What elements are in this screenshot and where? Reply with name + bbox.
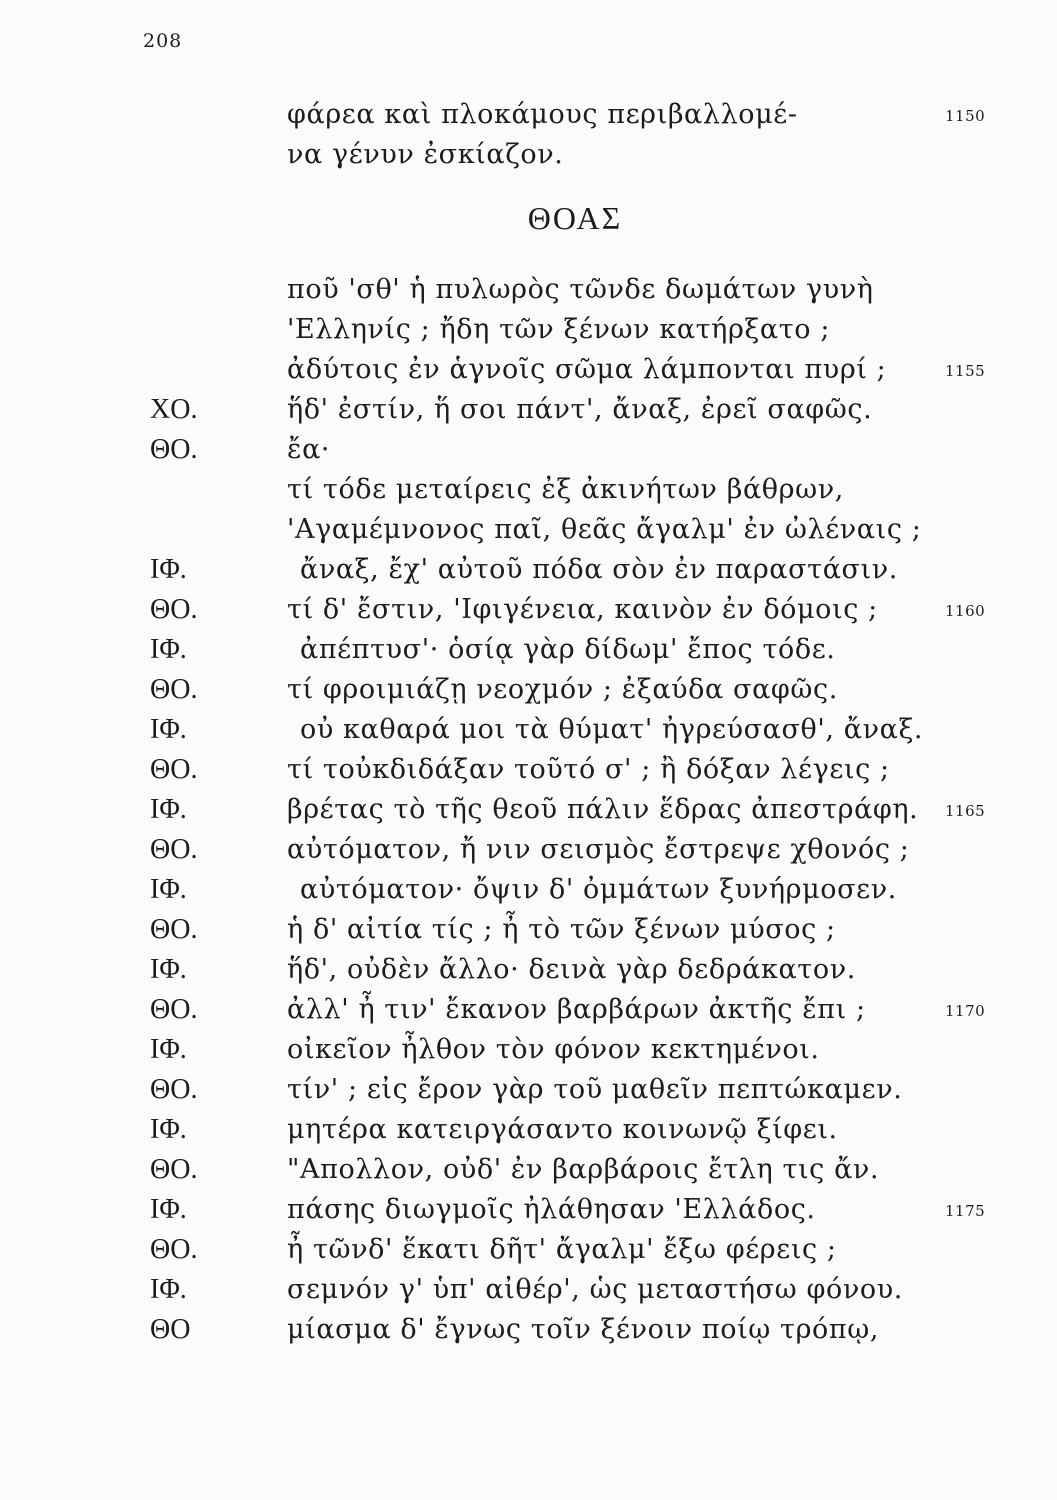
verse-line	[0, 270, 1057, 310]
verse-line	[0, 830, 1057, 870]
verse-line	[0, 630, 1057, 670]
line-number: 1150	[945, 107, 986, 125]
verse-line	[0, 1150, 1057, 1190]
verse-text: τί τοὐκδιδάξαν τοῦτό σ' ; ἢ δόξαν λέγεις ;	[287, 754, 890, 785]
verse-text: ἥδ' ἐστίν, ἥ σοι πάντ', ἄναξ, ἐρεῖ σαφῶς.	[287, 394, 873, 425]
speaker-label: ΘΟ.	[150, 674, 198, 705]
verse-line	[0, 135, 1057, 175]
verse-text: να γένυν ἐσκίαζον.	[287, 139, 564, 170]
verse-text: ἄναξ, ἔχ' αὐτοῦ πόδα σὸν ἐν παραστάσιν.	[300, 554, 898, 585]
verse-text: φάρεα καὶ πλοκάμους περιβαλλομέ-	[287, 99, 798, 130]
verse-text: τί τόδε μεταίρεις ἐξ ἀκινήτων βάθρων,	[287, 474, 844, 505]
verse-text: τίν' ; εἰς ἔρον γὰρ τοῦ μαθεῖν πεπτώκαμεν.	[287, 1074, 903, 1105]
speaker-label: ΘΟ	[150, 1314, 191, 1345]
speaker-label: ΘΟ.	[150, 994, 198, 1025]
speaker-label: ΘΟ.	[150, 594, 198, 625]
line-number: 1155	[945, 362, 986, 380]
verse-text: οἰκεῖον ἦλθον τὸν φόνον κεκτημένοι.	[287, 1034, 820, 1065]
speaker-label: ΘΟ.	[150, 434, 198, 465]
speaker-label: ΙΦ.	[150, 794, 187, 825]
speaker-label: ΘΟ.	[150, 1154, 198, 1185]
speaker-label: ΙΦ.	[150, 714, 187, 745]
speaker-label: ΘΟ.	[150, 1234, 198, 1265]
verse-line	[0, 750, 1057, 790]
verse-line	[0, 470, 1057, 510]
verse-text: τί φροιμιάζῃ νεοχμόν ; ἐξαύδα σαφῶς.	[287, 674, 838, 705]
verse-text: 'Ελληνίς ; ἤδη τῶν ξένων κατήρξατο ;	[287, 314, 831, 345]
verse-line	[0, 790, 1057, 830]
speaker-label: ΙΦ.	[150, 874, 187, 905]
line-number: 1165	[945, 802, 986, 820]
verse-line	[0, 1110, 1057, 1150]
verse-line	[0, 1070, 1057, 1110]
verse-line	[0, 1190, 1057, 1230]
verse-text: ἀλλ' ἦ τιν' ἔκανον βαρβάρων ἀκτῆς ἔπι ;	[287, 994, 866, 1025]
speaker-label: ΙΦ.	[150, 1274, 187, 1305]
verse-text: ἀπέπτυσ'· ὁσίᾳ γὰρ δίδωμ' ἔπος τόδε.	[300, 634, 836, 665]
verse-line	[0, 310, 1057, 350]
verse-text: ἥδ', οὐδὲν ἄλλο· δεινὰ γὰρ δεδράκατον.	[287, 954, 856, 985]
verse-text: μίασμα δ' ἔγνως τοῖν ξένοιν ποίῳ τρόπῳ,	[287, 1314, 880, 1345]
verse-line	[0, 1230, 1057, 1270]
speaker-heading: ΘΟΑΣ	[527, 200, 623, 236]
verse-text: ἡ δ' αἰτία τίς ; ἦ τὸ τῶν ξένων μύσος ;	[287, 914, 836, 945]
verse-line	[0, 430, 1057, 470]
verse-line	[0, 1270, 1057, 1310]
verse-line	[0, 350, 1057, 390]
verse-text: σεμνόν γ' ὑπ' αἰθέρ', ὡς μεταστήσω φόνου.	[287, 1274, 903, 1305]
verse-text: 'Αγαμέμνονος παῖ, θεᾶς ἄγαλμ' ἐν ὠλέναις ;	[287, 514, 922, 545]
speaker-label: ΙΦ.	[150, 1114, 187, 1145]
verse-text: ἀδύτοις ἐν ἁγνοῖς σῶμα λάμπονται πυρί ;	[287, 354, 887, 385]
verse-line	[0, 590, 1057, 630]
verse-line	[0, 950, 1057, 990]
page-number: 208	[143, 30, 183, 52]
speaker-label: ΙΦ.	[150, 634, 187, 665]
verse-line	[0, 870, 1057, 910]
speaker-label: ΙΦ.	[150, 1034, 187, 1065]
verse-text: "Απολλον, οὐδ' ἐν βαρβάροις ἔτλη τις ἄν.	[287, 1154, 880, 1185]
verse-text: τί δ' ἔστιν, 'Ιφιγένεια, καινὸν ἐν δόμοις ;	[287, 594, 878, 625]
line-number: 1160	[945, 602, 986, 620]
verse-text: ποῦ 'σθ' ἡ πυλωρὸς τῶνδε δωμάτων γυνὴ	[287, 274, 874, 305]
verse-text: βρέτας τὸ τῆς θεοῦ πάλιν ἕδρας ἀπεστράφη.	[287, 794, 919, 825]
verse-line	[0, 710, 1057, 750]
speaker-label: ΘΟ.	[150, 914, 198, 945]
verse-line	[0, 95, 1057, 135]
verse-line	[0, 990, 1057, 1030]
speaker-label: ΙΦ.	[150, 1194, 187, 1225]
speaker-label: ΧΟ.	[150, 394, 198, 425]
verse-text: πάσης διωγμοῖς ἠλάθησαν 'Ελλάδος.	[287, 1194, 816, 1225]
speaker-label: ΘΟ.	[150, 754, 198, 785]
speaker-label: ΙΦ.	[150, 554, 187, 585]
verse-line	[0, 550, 1057, 590]
verse-line	[0, 1030, 1057, 1070]
verse-text: αὐτόματον· ὄψιν δ' ὀμμάτων ξυνήρμοσεν.	[300, 874, 897, 905]
verse-line	[0, 390, 1057, 430]
verse-line	[0, 910, 1057, 950]
verse-text: οὐ καθαρά μοι τὰ θύματ' ἠγρεύσασθ', ἄναξ.	[300, 714, 924, 745]
speaker-label: ΙΦ.	[150, 954, 187, 985]
verse-line	[0, 670, 1057, 710]
verse-text: αὐτόματον, ἤ νιν σεισμὸς ἔστρεψε χθονός ;	[287, 834, 910, 865]
line-number: 1170	[945, 1002, 986, 1020]
speaker-label: ΘΟ.	[150, 1074, 198, 1105]
verse-text: μητέρα κατειργάσαντο κοινωνῷ ξίφει.	[287, 1114, 838, 1145]
verse-line	[0, 1310, 1057, 1350]
verse-text: ἦ τῶνδ' ἕκατι δῆτ' ἄγαλμ' ἔξω φέρεις ;	[287, 1234, 837, 1265]
verse-line	[0, 510, 1057, 550]
speaker-label: ΘΟ.	[150, 834, 198, 865]
line-number: 1175	[945, 1202, 986, 1220]
verse-text: ἔα·	[287, 434, 331, 465]
